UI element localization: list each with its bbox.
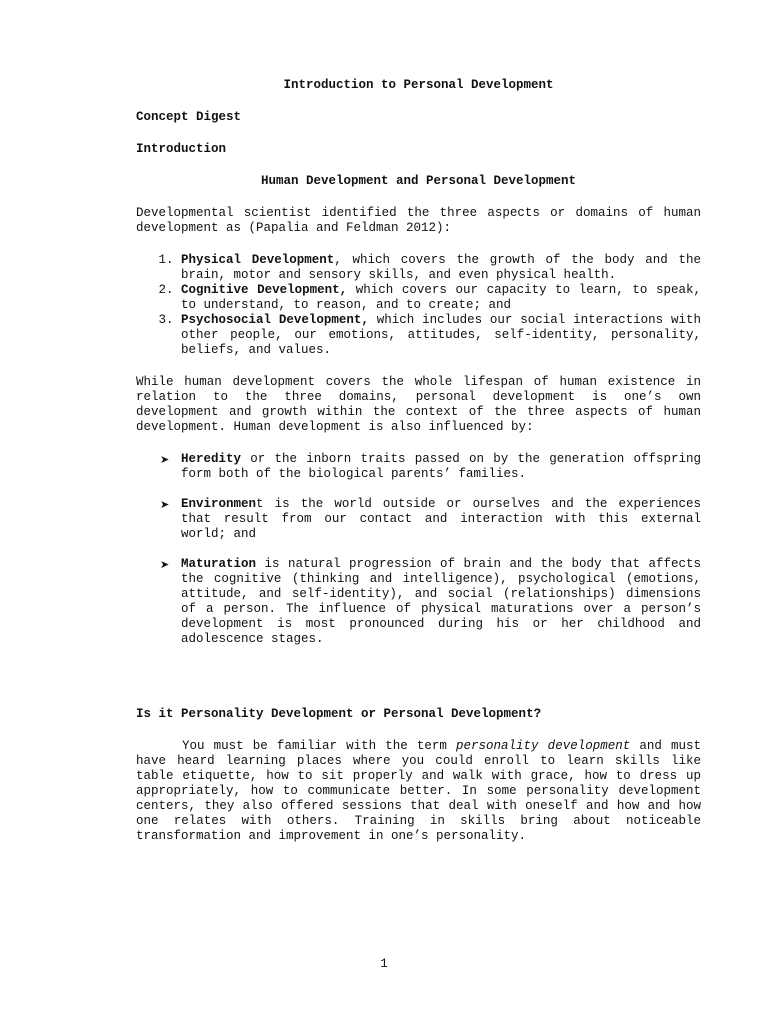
domain-term: Physical Development (181, 253, 335, 267)
factors-list (136, 452, 701, 647)
heading-introduction: Introduction (136, 142, 227, 156)
subheading-human-personal-development: Human Development and Personal Development (260, 174, 577, 188)
question-heading: Is it Personality Development or Personal Development? (136, 707, 542, 721)
arrowhead-bullet-icon: ➤ (160, 498, 170, 511)
factor-term: Heredity (181, 452, 242, 466)
domain-term: Psychosocial Development, (181, 313, 369, 327)
domains-list (136, 253, 701, 358)
document-title: Introduction to Personal Development (283, 78, 554, 92)
factor-text: or the inborn traits passed on by the generation offspring form both of the biological parents’ families. (181, 452, 701, 481)
page-number: 1 (380, 957, 388, 971)
intro-paragraph: Developmental scientist identified the three aspects or domains of human development as (Papalia and Feldman 2012): (136, 206, 701, 235)
list-item (136, 497, 701, 542)
document-page (136, 78, 701, 861)
factor-text: t is the world outside or ourselves and the experiences that result from our contact and interaction with this external world; and (181, 497, 701, 541)
final-paragraph (136, 739, 701, 844)
final-paragraph-part2: and must have heard learning places where you could enroll to learn skills like table etiquette, how to sit properly and walk with grace, how to dress up appropriately, how to communicate better. In some personality development centers, they also offered sessions that deal with oneself and how and how one relates with others. Training in skills bring about noticeable transformation and improvement in one’s personality. (136, 739, 701, 843)
lifespan-paragraph: While human development covers the whole lifespan of human existence in relation to the three domains, personal development is one’s own development and growth within the context of the three aspects of human development. Human development is also influenced by: (136, 375, 701, 434)
final-paragraph-italic-term: personality development (456, 739, 631, 753)
heading-concept-digest: Concept Digest (136, 110, 242, 124)
domain-text: which covers our capacity to learn, to speak, to understand, to reason, and to create; and (181, 283, 702, 312)
list-item (136, 557, 701, 647)
domain-term: Cognitive Development, (181, 283, 348, 297)
final-paragraph-part1: You must be familiar with the term (182, 739, 457, 753)
factor-term: Maturation (181, 557, 257, 571)
list-item (181, 283, 701, 313)
arrowhead-bullet-icon: ➤ (160, 558, 170, 571)
list-item (181, 313, 701, 358)
domain-text: which includes our social interactions with other people, our emotions, attitudes, self-identity, personality, beliefs, and values. (181, 313, 701, 357)
factor-term: Environmen (181, 497, 257, 511)
section-spacer (136, 662, 701, 707)
domain-text: , which covers the growth of the body and the brain, motor and sensory skills, and even physical health. (181, 253, 701, 282)
list-item (136, 452, 701, 482)
arrowhead-bullet-icon: ➤ (160, 453, 170, 466)
factor-text: is natural progression of brain and the body that affects the cognitive (thinking and intelligence), psychological (emotions, attitude, and self-identity), and social (relationships) dimensions of a person. The influence of physical maturations over a person’s development is most pronounced during his or her childhood and adolescence stages. (181, 557, 701, 646)
list-item (181, 253, 701, 283)
